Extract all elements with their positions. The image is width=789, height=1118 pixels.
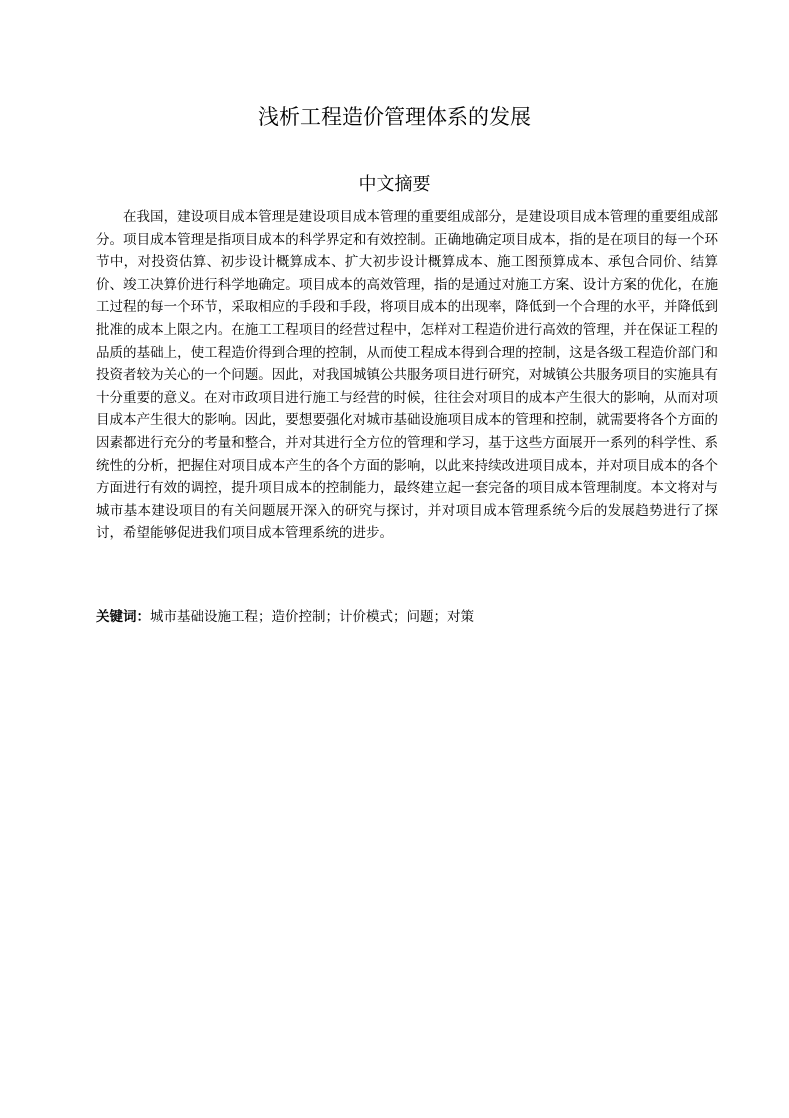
document-title: 浅析工程造价管理体系的发展 — [258, 105, 531, 129]
abstract-body: 在我国，建设项目成本管理是建设项目成本管理的重要组成部分，是建设项目成本管理的重要组成部分。项目成本管理是指项目成本的科学界定和有效控制。正确地确定项目成本，指的是在项目的每一个环节中，对投资估算、初步设计概算成本、扩大初步设计概算成本、施工图预算成本、承包合同价、结算价、竣工决算价进行科学地确定。项目成本的高效管理，指的是通过对施工方案、设计方案的优化，在施工过程的每一个环节，采取相应的手段和手段，将项目成本的出现率，降低到一个合理的水平，并降低到批准的成本上限之内。在施工工程项目的经营过程中，怎样对工程造价进行高效的管理，并在保证工程的品质的基础上，使工程造价得到合理的控制，从而使工程成本得到合理的控制，这是各级工程造价部门和投资者较为关心的一个问题。因此，对我国城镇公共服务项目进行研究，对城镇公共服务项目的实施具有十分重要的意义。在对市政项目进行施工与经营的时候，往往会对项目的成本产生很大的影响，从而对项目成本产生很大的影响。因此，要想要强化对城市基础设施项目成本的管理和控制，就需要将各个方面的因素都进行充分的考量和整合，并对其进行全方位的管理和学习，基于这些方面展开一系列的科学性、系统性的分析，把握住对项目成本产生的各个方面的影响，以此来持续改进项目成本，并对项目成本的各个方面进行有效的调控，提升项目成本的控制能力，最终建立起一套完备的项目成本管理制度。本文将对与城市基本建设项目的有关问题展开深入的研究与探讨，并对项目成本管理系统今后的发展趋势进行了探讨，希望能够促进我们项目成本管理系统的进步。 — [96, 209, 718, 542]
keywords-label: 关键词： — [96, 609, 150, 625]
keywords-text: 城市基础设施工程；造价控制；计价模式；问题；对策 — [150, 609, 474, 625]
abstract-heading: 中文摘要 — [358, 174, 431, 195]
keywords-line — [96, 606, 718, 628]
